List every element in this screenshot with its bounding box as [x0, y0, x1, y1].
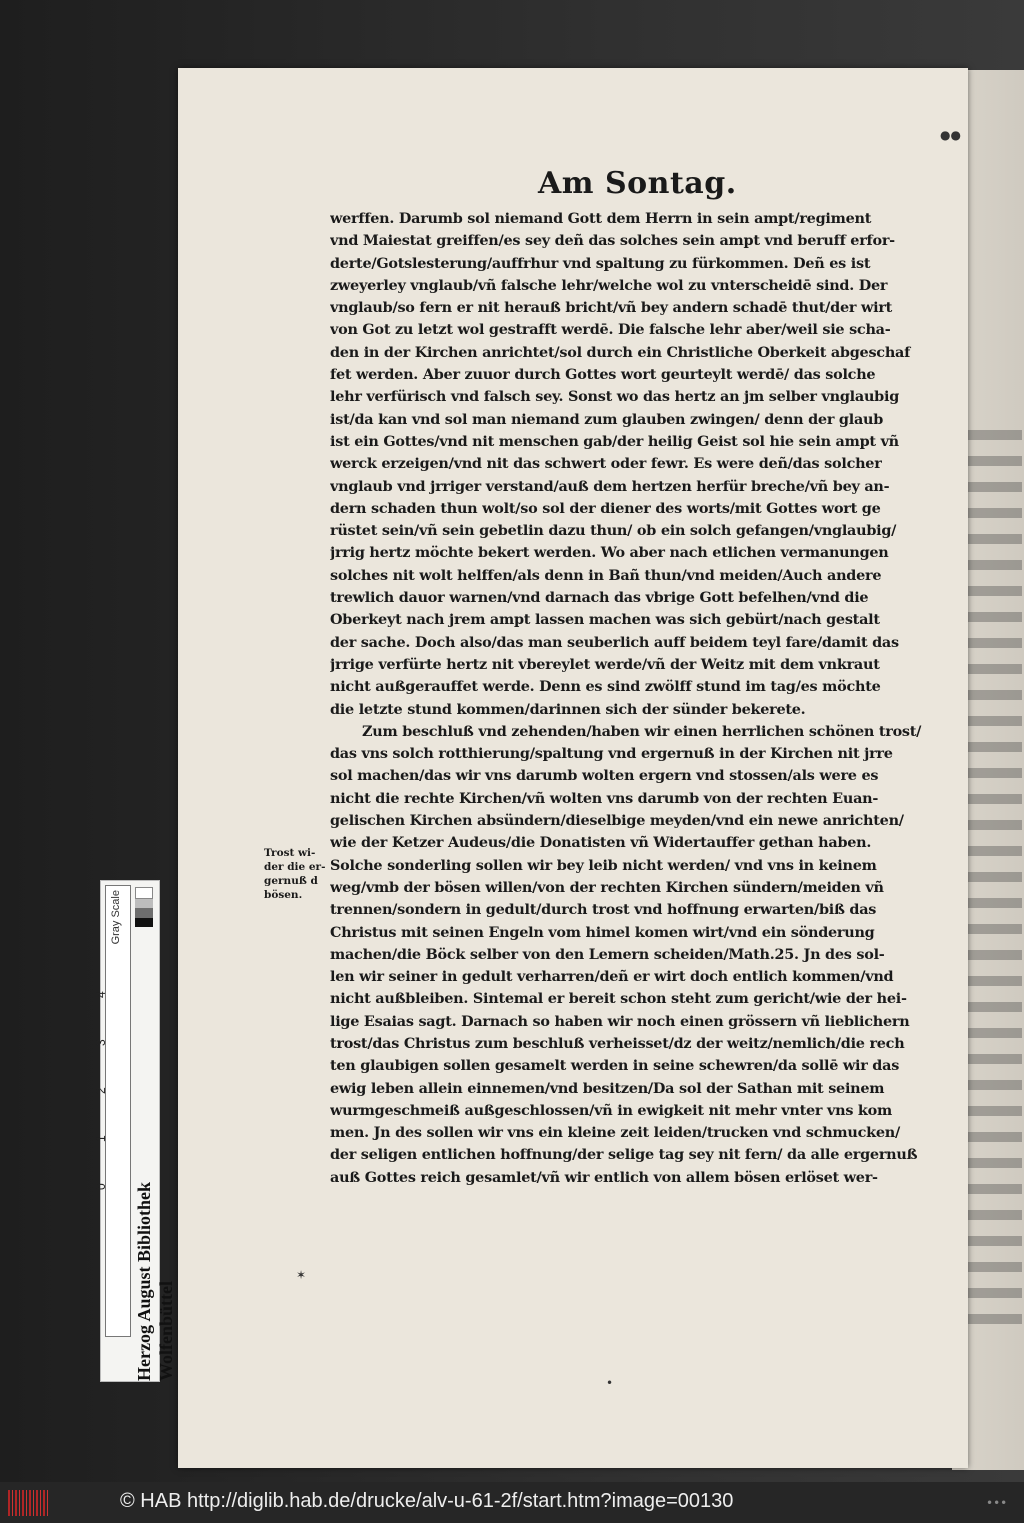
gray-scale-label: Gray Scale: [110, 890, 122, 945]
main-text-block: [330, 208, 942, 1189]
text-line: machen/die Böck selber von den Lemern scheiden/Math.25. Jn des sol-: [330, 945, 885, 963]
text-line: trost/das Christus zum beschluß verheisset/dz der weitz/nemlich/die rech: [330, 1034, 905, 1052]
ruler-number: 0: [94, 1183, 108, 1190]
text-line: lige Esaias sagt. Darnach so haben wir noch einen grössern vñ lieblichern: [330, 1012, 910, 1030]
institution-line: Wolfenbüttel: [156, 1280, 176, 1381]
text-line: nicht außbleiben. Sintemal er bereit schon steht zum gericht/wie der hei-: [330, 990, 907, 1008]
text-line: solches nit wolt helffen/als denn in Bañ thun/vnd meiden/Auch andere: [330, 566, 882, 584]
text-line: die letzte stund kommen/darinnen sich der sünder bekerete.: [330, 700, 806, 718]
page-mark: ●●: [940, 128, 961, 142]
text-line: der sache. Doch also/das man seuberlich auff beidem teyl fare/damit das: [330, 633, 899, 651]
text-line: gelischen Kirchen absündern/dieselbige meyden/vnd ein newe anrichten/: [330, 812, 904, 830]
text-line: dern schaden thun wolt/so sol der diener des worts/mit Gottes wort ge: [330, 499, 881, 517]
text-line: Zum beschluß vnd zehenden/haben wir einen herrlichen schönen trost/: [362, 722, 922, 740]
more-icon[interactable]: •••: [986, 1496, 1008, 1510]
text-line: jrrig hertz möchte bekert werden. Wo aber nach etlichen vermanungen: [330, 544, 889, 562]
marginal-line: bösen.: [264, 889, 303, 901]
ruler-number: 2: [94, 1087, 108, 1094]
ruler-number: 4: [94, 991, 108, 998]
marginal-line: der die er-: [264, 861, 326, 873]
page-dot: •: [606, 1376, 614, 1390]
text-line: auß Gottes reich gesamlet/vñ wir entlich von allem bösen erlöset wer-: [330, 1168, 878, 1186]
institution-line: Herzog August Bibliothek: [134, 1181, 154, 1381]
text-line: trennen/sondern in gedult/durch trost vnd hoffnung erwarten/biß das: [330, 901, 877, 919]
hab-logo-icon: [8, 1490, 48, 1516]
text-line: vnd Maiestat greiffen/es sey deñ das solches sein ampt vnd beruff erfor-: [330, 232, 895, 250]
scale-ruler: [94, 880, 176, 1382]
ruler-numbers: [94, 961, 131, 1201]
running-head: Am Sontag.: [538, 166, 737, 201]
text-line: lehr verfürisch vnd falsch sey. Sonst wo das hertz an jm selber vnglaubig: [330, 388, 900, 406]
ruler-number: 1: [94, 1135, 108, 1142]
copyright-url[interactable]: © HAB http://diglib.hab.de/drucke/alv-u-61-2f/start.htm?image=00130: [120, 1490, 734, 1512]
text-line: vnglaub/so fern er nit herauß bricht/vñ bey andern schadē thut/der wirt: [330, 299, 893, 317]
ruler-number: 3: [94, 1039, 108, 1046]
text-line: das vns solch rotthierung/spaltung vnd ergernuß in der Kirchen nit jrre: [330, 745, 893, 763]
text-line: nicht außgerauffet werde. Denn es sind zwölff stund im tag/es möchte: [330, 678, 881, 696]
text-line: rüstet sein/vñ sein gebetlin dazu thun/ ob ein solch gefangen/vnglaubig/: [330, 522, 897, 540]
page-ornament: ✶: [296, 1268, 307, 1282]
text-line: ist/da kan vnd sol man niemand zum glauben zwingen/ denn der glaub: [330, 410, 884, 428]
text-line: nicht die rechte Kirchen/vñ wolten vns darumb von der rechten Euan-: [330, 789, 879, 807]
text-line: von Got zu letzt wol gestrafft werdē. Die falsche lehr aber/weil sie scha-: [330, 321, 891, 339]
text-line: len wir seiner in gedult verharren/deñ er wirt doch entlich kommen/vnd: [330, 968, 894, 986]
text-line: wie der Ketzer Audeus/die Donatisten vñ Widertauffer gethan haben.: [330, 834, 872, 852]
text-line: derte/Gotslesterung/auffrhur vnd spaltung zu fürkommen. Deñ es ist: [330, 254, 871, 272]
text-line: der seligen entlichen hoffnung/der selige tag sey nit fern/ da alle ergernuß: [330, 1146, 918, 1164]
text-line: Christus mit seinen Engeln vom himel komen wirt/vnd ein sönderung: [330, 923, 875, 941]
text-line: Oberkeyt nach jrem ampt lassen machen was sich gebürt/nach gestalt: [330, 611, 880, 629]
text-line: jrrige verfürte hertz nit vbereylet werde/vñ der Weitz mit dem vnkraut: [330, 655, 880, 673]
text-line: zweyerley vnglaub/vñ falsche lehr/welche wol zu vnterscheidē sind. Der: [330, 276, 888, 294]
text-line: werffen. Darumb sol niemand Gott dem Herrn in sein ampt/regiment: [330, 210, 872, 227]
institution-label: [133, 921, 176, 1381]
text-line: weg/vmb der bösen willen/von der rechten Kirchen sündern/meiden vñ: [330, 878, 884, 896]
text-line: den in der Kirchen anrichtet/sol durch ein Christliche Oberkeit abgeschaf: [330, 343, 911, 361]
text-line: fet werden. Aber zuuor durch Gottes wort geurteylt werdē/ das solche: [330, 366, 876, 384]
marginal-line: Trost wi-: [264, 847, 316, 859]
text-line: ten glaubigen sollen gesamelt werden in seine schewren/da sollē wir das: [330, 1057, 900, 1075]
text-line: vnglaub vnd jrriger verstand/auß dem hertzen herfür breche/vñ bey an-: [330, 477, 890, 495]
text-line: wurmgeschmeiß außgeschlossen/vñ in ewigkeit nit mehr vnter vns kom: [330, 1101, 892, 1119]
marginal-line: gernuß d: [264, 875, 318, 887]
text-line: trewlich dauor warnen/vnd darnach das vbrige Gott befelhen/vnd die: [330, 589, 869, 607]
marginal-note: [264, 846, 330, 902]
text-line: werck erzeigen/vnd nit das schwert oder fewr. Es were deñ/das solcher: [330, 455, 882, 473]
text-line: men. Jn des sollen wir vns ein kleine zeit leiden/trucken vnd schmucken/: [330, 1124, 900, 1142]
text-line: Solche sonderling sollen wir bey leib nicht werden/ vnd vns in keinem: [330, 856, 877, 874]
text-line: sol machen/das wir vns darumb wolten ergern vnd stossen/als were es: [330, 767, 879, 785]
bleed-through-text: [962, 430, 1022, 1330]
viewer-footer: [0, 1482, 1024, 1523]
text-line: ist ein Gottes/vnd nit menschen gab/der heilig Geist sol hie sein ampt vñ: [330, 432, 899, 450]
text-line: ewig leben allein einnemen/vnd besitzen/Da sol der Sathan mit seinem: [330, 1079, 885, 1097]
